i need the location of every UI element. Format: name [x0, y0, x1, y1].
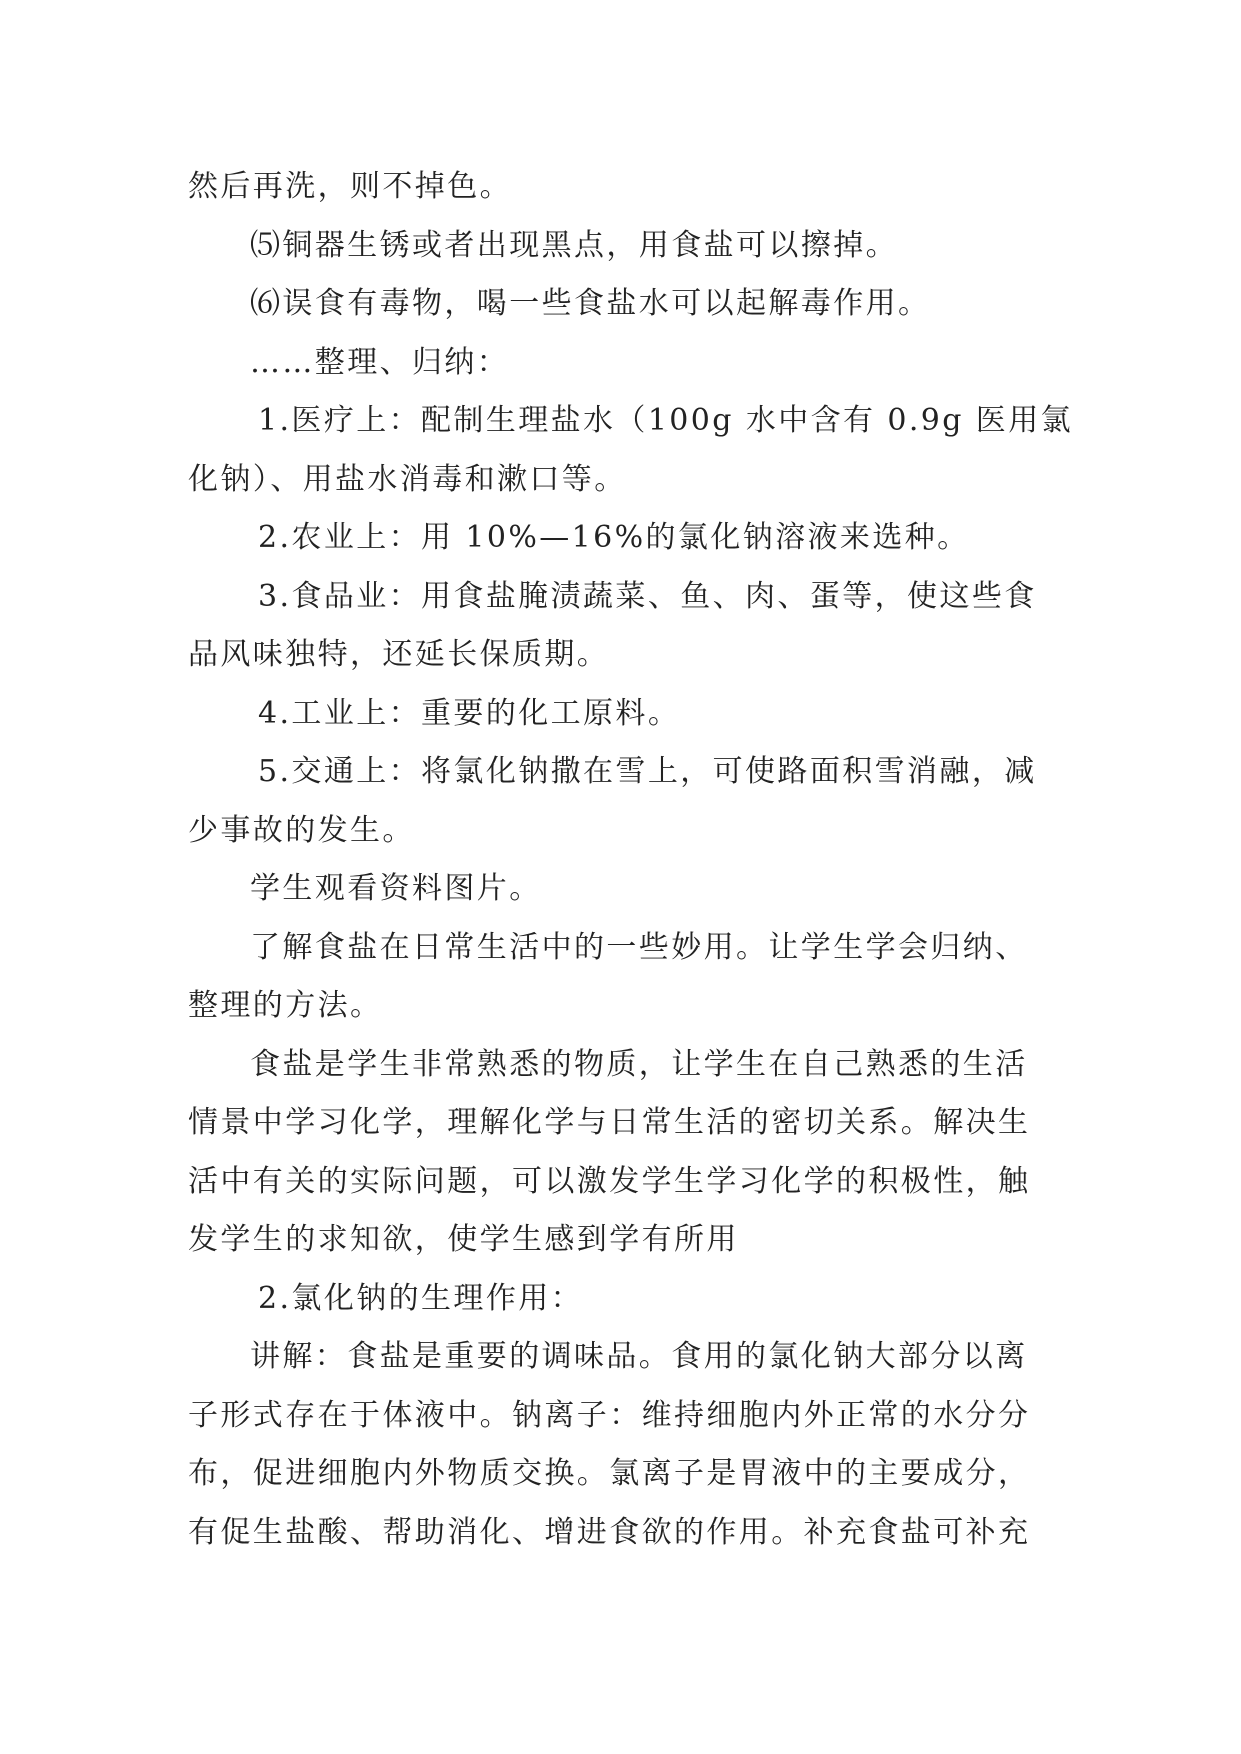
text-line: 活中有关的实际问题，可以激发学生学习化学的积极性，触 — [188, 1163, 1031, 1199]
text-line: 然后再洗，则不掉色。 — [188, 169, 512, 204]
text-line: 1.医疗上：配制生理盐水（100g 水中含有 0.9g 医用氯 — [258, 403, 1074, 438]
text-line: 了解食盐在日常生活中的一些妙用。让学生学会归纳、 — [250, 929, 1028, 965]
text-line: 品风味独特，还延长保质期。 — [188, 637, 610, 672]
text-line: ⑹误食有毒物，喝一些食盐水可以起解毒作用。 — [250, 286, 931, 321]
text-line: 发学生的求知欲，使学生感到学有所用 — [188, 1222, 739, 1257]
text-line: 布，促进细胞内外物质交换。氯离子是胃液中的主要成分， — [188, 1456, 1031, 1491]
text-line: 2.氯化钠的生理作用： — [258, 1280, 584, 1316]
text-line: 子形式存在于体液中。钠离子：维持细胞内外正常的水分分 — [188, 1397, 1031, 1433]
text-line: 有促生盐酸、帮助消化、增进食欲的作用。补充食盐可补充 — [188, 1514, 1031, 1550]
text-line: 少事故的发生。 — [188, 812, 415, 848]
text-line: 情景中学习化学，理解化学与日常生活的密切关系。解决生 — [188, 1105, 1031, 1140]
text-line: 讲解：食盐是重要的调味品。食用的氯化钠大部分以离 — [250, 1339, 1028, 1374]
text-line: 4.工业上：重要的化工原料。 — [258, 695, 681, 731]
document-body — [188, 158, 1074, 1562]
text-line: 整理的方法。 — [188, 988, 383, 1023]
text-line: 5.交通上：将氯化钠撒在雪上，可使路面积雪消融，减 — [258, 754, 1037, 789]
text-line: 学生观看资料图片。 — [250, 871, 542, 906]
text-line: 食盐是学生非常熟悉的物质，让学生在自己熟悉的生活 — [250, 1046, 1028, 1082]
text-line: ⑸铜器生锈或者出现黑点，用食盐可以擦掉。 — [250, 227, 898, 263]
text-line: ……整理、归纳： — [250, 344, 510, 380]
text-line: 化钠）、用盐水消毒和漱口等。 — [188, 461, 627, 497]
text-line: 2.农业上：用 10%—16%的氯化钠溶液来选种。 — [258, 520, 970, 555]
text-line: 3.食品业：用食盐腌渍蔬菜、鱼、肉、蛋等，使这些食 — [258, 578, 1037, 614]
